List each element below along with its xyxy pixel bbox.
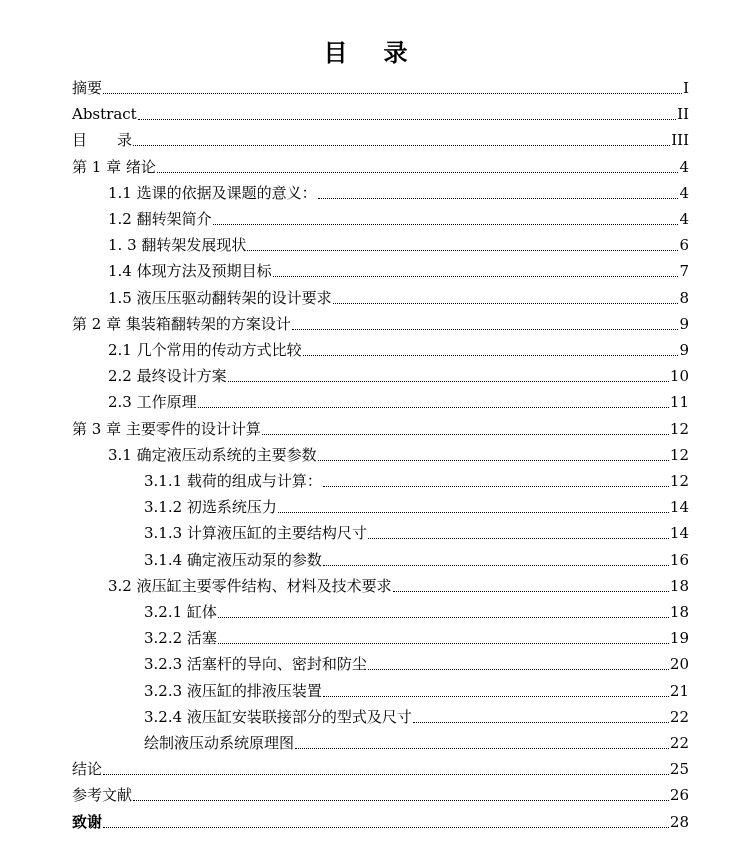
toc-leader-dots <box>368 537 669 539</box>
toc-entry-label: 目 录 <box>72 131 133 150</box>
toc-entry[interactable] <box>72 75 689 101</box>
toc-entry[interactable] <box>108 285 689 311</box>
toc-entry[interactable] <box>108 232 689 258</box>
toc-entry[interactable] <box>144 678 689 704</box>
toc-entry[interactable] <box>72 127 689 153</box>
toc-leader-dots <box>273 275 679 277</box>
toc-entry-label: 1.5 液压压驱动翻转架的设计要求 <box>108 288 332 307</box>
toc-title-char-1: 目 <box>323 39 348 67</box>
toc-leader-dots <box>133 144 670 146</box>
toc-entry-page: 25 <box>669 760 689 779</box>
toc-title <box>0 38 731 68</box>
toc-entry-label: 3.1.1 载荷的组成与计算： <box>144 472 322 490</box>
toc-entry[interactable] <box>72 416 689 442</box>
toc-entry-page: 26 <box>669 786 689 805</box>
toc-entry-label: 绘制液压动系统原理图 <box>144 734 295 752</box>
toc-leader-dots <box>323 485 669 487</box>
toc-leader-dots <box>213 223 679 225</box>
toc-leader-dots <box>133 799 669 801</box>
toc-entry-page: 21 <box>669 681 689 700</box>
toc-leader-dots <box>218 642 669 644</box>
toc-entry-label: 3.1 确定液压动系统的主要参数 <box>108 445 317 464</box>
toc-entry[interactable] <box>144 547 689 573</box>
toc-entry[interactable] <box>72 809 689 835</box>
toc-entry-page: 10 <box>669 367 689 386</box>
toc-entry-label: 1.1 选课的依据及课题的意义： <box>108 183 317 202</box>
toc-entry-page: 14 <box>669 498 689 517</box>
toc-leader-dots <box>323 564 669 566</box>
toc-entry[interactable] <box>144 468 689 494</box>
toc-entry[interactable] <box>144 704 689 730</box>
toc-entry-page: 11 <box>669 393 689 412</box>
toc-leader-dots <box>218 616 669 618</box>
toc-entry[interactable] <box>144 494 689 520</box>
toc-entry-label: 第 1 章 绪论 <box>72 157 156 176</box>
toc-leader-dots <box>368 668 669 670</box>
toc-entry-label: 3.2.2 活塞 <box>144 629 217 648</box>
toc-leader-dots <box>393 590 669 592</box>
toc-leader-dots <box>413 721 669 723</box>
toc-entry-page: 4 <box>679 210 689 228</box>
toc-leader-dots <box>333 302 679 304</box>
toc-entry-page: 18 <box>669 576 689 595</box>
toc-entry[interactable] <box>144 599 689 625</box>
toc-entry[interactable] <box>144 625 689 651</box>
toc-leader-dots <box>318 459 669 461</box>
toc-entry-label: 2.3 工作原理 <box>108 393 197 412</box>
toc-entry-page: 9 <box>679 314 689 333</box>
toc-entry-page: 4 <box>679 183 689 202</box>
toc-entry[interactable] <box>108 573 689 599</box>
toc-entry-page: II <box>677 105 689 124</box>
toc-entry-label: 结论 <box>72 760 103 779</box>
toc-entry-label: 3.2 液压缸主要零件结构、材料及技术要求 <box>108 576 392 595</box>
toc-entry-page: 22 <box>669 707 689 726</box>
toc-entry-page: 19 <box>669 629 689 648</box>
toc-entry-page: 8 <box>679 288 689 307</box>
toc-entry-page: 4 <box>679 157 689 176</box>
toc-leader-dots <box>303 354 679 356</box>
toc-entry-page: 7 <box>679 262 689 281</box>
toc-entry[interactable] <box>144 651 689 677</box>
toc-leader-dots <box>278 511 669 513</box>
toc-leader-dots <box>103 826 669 828</box>
toc-entry[interactable] <box>72 154 689 180</box>
toc-entry[interactable] <box>72 782 689 808</box>
toc-leader-dots <box>198 406 669 408</box>
toc-entry-page: 20 <box>669 655 689 674</box>
toc-entry-label: 3.1.3 计算液压缸的主要结构尺寸 <box>144 524 367 543</box>
toc-entry-label: 1.4 体现方法及预期目标 <box>108 262 272 281</box>
toc-entry-label: 3.2.3 液压缸的排液压装置 <box>144 681 322 700</box>
toc-title-char-2: 录 <box>383 39 408 67</box>
toc-entry-label: 2.2 最终设计方案 <box>108 367 227 386</box>
toc-entry-page: 12 <box>669 472 689 490</box>
toc-entry-label: 致谢 <box>72 812 103 831</box>
toc-entry-label: 3.2.1 缸体 <box>144 603 217 621</box>
toc-entry-label: Abstract <box>72 105 137 124</box>
toc-entry-label: 3.1.4 确定液压动泵的参数 <box>144 550 322 569</box>
toc-entry-label: 3.2.3 活塞杆的导向、密封和防尘 <box>144 655 367 674</box>
toc-entry-page: 6 <box>679 236 689 255</box>
toc-entry-label: 1.2 翻转架简介 <box>108 210 212 228</box>
toc-leader-dots <box>228 380 669 382</box>
toc-entry[interactable] <box>108 363 689 389</box>
toc-leader-dots <box>292 328 679 330</box>
toc-entry[interactable] <box>108 206 689 232</box>
toc-leader-dots <box>247 249 678 251</box>
toc-leader-dots <box>295 747 669 749</box>
toc-entry[interactable] <box>108 389 689 415</box>
toc-entry-page: 12 <box>669 445 689 464</box>
toc-entry-label: 1. 3 翻转架发展现状 <box>108 236 247 255</box>
toc-entry-label: 2.1 几个常用的传动方式比较 <box>108 341 302 359</box>
toc-leader-dots <box>157 171 679 173</box>
toc-entry-label: 参考文献 <box>72 786 133 805</box>
toc-leader-dots <box>138 118 676 120</box>
toc-entry-page: III <box>671 131 689 150</box>
toc-entry-page: 18 <box>669 603 689 621</box>
toc-entry-page: 14 <box>669 524 689 543</box>
toc-entry[interactable] <box>144 730 689 756</box>
toc-entry[interactable] <box>108 337 689 363</box>
toc-entry-page: I <box>683 79 689 97</box>
toc-entry[interactable] <box>108 180 689 206</box>
toc-entry-page: 28 <box>669 812 689 831</box>
toc-entry[interactable] <box>72 101 689 127</box>
toc-entry-label: 第 2 章 集装箱翻转架的方案设计 <box>72 314 291 333</box>
toc-entry[interactable] <box>72 311 689 337</box>
toc-leader-dots <box>318 197 679 199</box>
toc-leader-dots <box>103 92 682 94</box>
toc-entry[interactable] <box>108 442 689 468</box>
toc-entry-label: 3.2.4 液压缸安装联接部分的型式及尺寸 <box>144 707 412 726</box>
toc-entry-page: 9 <box>679 341 689 359</box>
toc-leader-dots <box>103 773 669 775</box>
toc-entry[interactable] <box>108 258 689 284</box>
toc-leader-dots <box>262 433 669 435</box>
toc-entry-label: 第 3 章 主要零件的设计计算 <box>72 419 261 438</box>
toc-entry[interactable] <box>144 520 689 546</box>
toc-entry-label: 摘要 <box>72 79 103 97</box>
toc-entry-label: 3.1.2 初选系统压力 <box>144 498 277 517</box>
toc-leader-dots <box>323 695 669 697</box>
toc-entry-page: 22 <box>669 734 689 752</box>
toc-entry-page: 12 <box>669 419 689 438</box>
toc-entry-page: 16 <box>669 550 689 569</box>
toc-entry[interactable] <box>72 756 689 782</box>
